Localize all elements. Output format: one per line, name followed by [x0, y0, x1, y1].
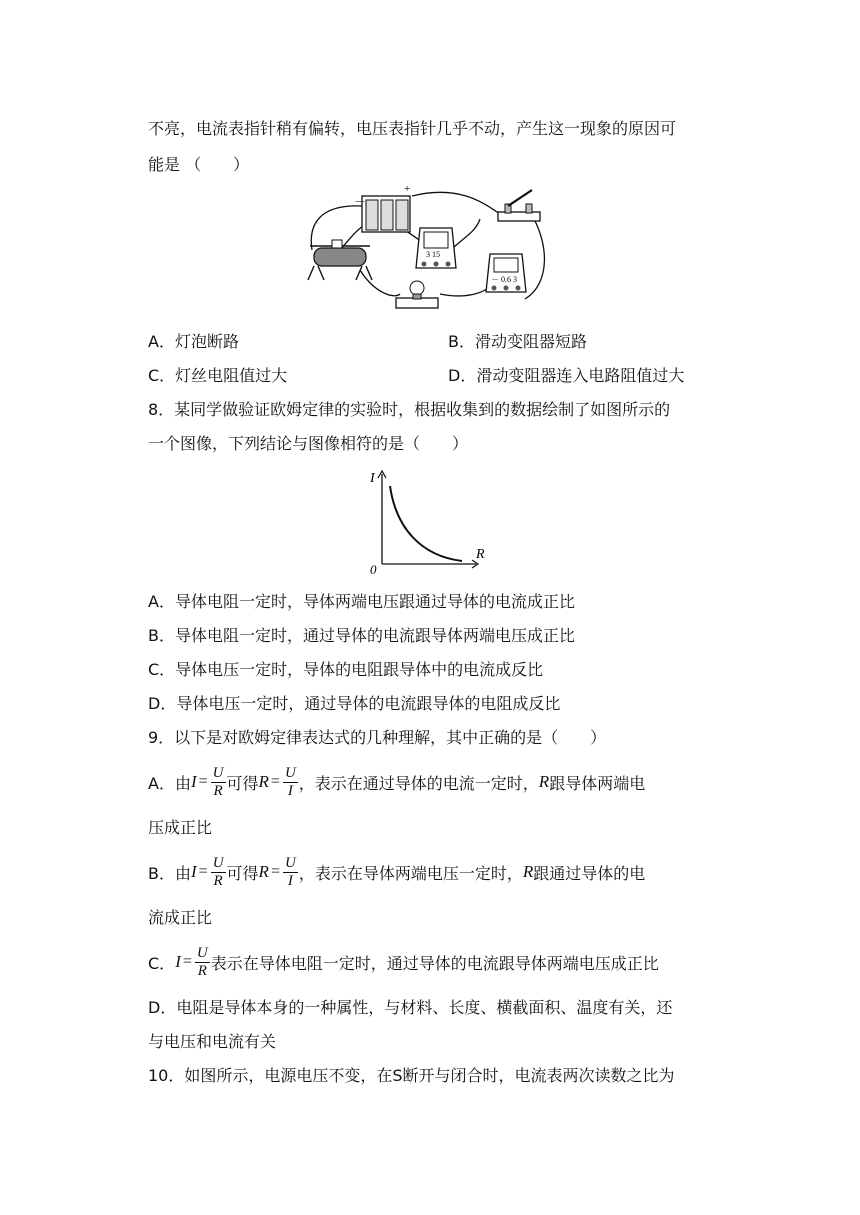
q7-stem-line1: 不亮，电流表指针稍有偏转，电压表指针几乎不动，产生这一现象的原因可	[148, 119, 677, 138]
q7-stem-line2: 能是 （ ）	[148, 155, 250, 174]
switch-icon	[498, 190, 540, 221]
voltmeter-icon	[416, 228, 456, 268]
circuit-diagram	[300, 184, 560, 322]
q8-stem-line2: 一个图像，下列结论与图像相符的是（ ）	[148, 434, 469, 453]
q9-option-b-line2: 流成正比	[148, 908, 213, 927]
ammeter-scale: － 0.6 3	[491, 275, 517, 284]
battery-minus: －	[354, 195, 367, 209]
battery-icon	[354, 184, 410, 232]
q8-option-b: B．导体电阻一定时，通过导体的电流跟导体两端电压成正比	[148, 626, 575, 645]
q9-option-d-line2: 与电压和电流有关	[148, 1032, 277, 1051]
q9-option-b-line1: B．由 I = $\frac{U}{R}$ 可得 R = $\frac{U}{I}$ ，表示在导体两端电压一定时， R 跟通过导体的电	[148, 854, 646, 889]
q7-option-d: D．滑动变阻器连入电路阻值过大	[448, 366, 685, 385]
q8-option-c: C．导体电压一定时，导体的电阻跟导体中的电流成反比	[148, 660, 544, 679]
formula-u-over-r: $\frac{U}{R}$	[196, 944, 208, 979]
q8-option-d: D．导体电压一定时，通过导体的电流跟导体的电阻成反比	[148, 694, 561, 713]
voltmeter-scale: 3 15	[426, 250, 440, 259]
q8-stem-line1: 8．某同学做验证欧姆定律的实验时，根据收集到的数据绘制了如图所示的	[148, 400, 671, 419]
q9-option-a-line1: A．由 I = $\frac{U}{R}$ 可得 R = $\frac{U}{I}$ ，表示在通过导体的电流一定时， R 跟导体两端电	[148, 764, 646, 799]
graph-y-label: I	[370, 471, 375, 486]
formula-u-over-i: $\frac{U}{I}$	[284, 764, 296, 799]
formula-u-over-r: $\frac{U}{R}$	[212, 764, 224, 799]
q9-option-a-line2: 压成正比	[148, 818, 213, 837]
q9-option-d-line1: D．电阻是导体本身的一种属性，与材料、长度、横截面积、温度有关，还	[148, 998, 673, 1017]
q9-stem: 9．以下是对欧姆定律表达式的几种理解，其中正确的是（ ）	[148, 728, 607, 747]
formula-u-over-i: $\frac{U}{I}$	[284, 854, 296, 889]
graph-x-label: R	[476, 547, 485, 562]
battery-plus: +	[404, 184, 411, 195]
current-resistance-graph	[366, 468, 486, 576]
graph-origin: 0	[370, 562, 377, 576]
q8-option-a: A．导体电阻一定时，导体两端电压跟通过导体的电流成正比	[148, 592, 575, 611]
lamp-icon	[396, 281, 438, 308]
q7-option-b: B．滑动变阻器短路	[448, 332, 587, 351]
q7-option-c: C．灯丝电阻值过大	[148, 366, 288, 385]
q7-option-a: A．灯泡断路	[148, 332, 239, 351]
formula-u-over-r: $\frac{U}{R}$	[212, 854, 224, 889]
q10-stem-line1: 10．如图所示，电源电压不变，在S断开与闭合时，电流表两次读数之比为	[148, 1066, 675, 1085]
q9-option-c: C． I = $\frac{U}{R}$ 表示在导体电阻一定时，通过导体的电流跟导体两端电压成正比	[148, 944, 659, 979]
ammeter-icon	[486, 254, 526, 292]
